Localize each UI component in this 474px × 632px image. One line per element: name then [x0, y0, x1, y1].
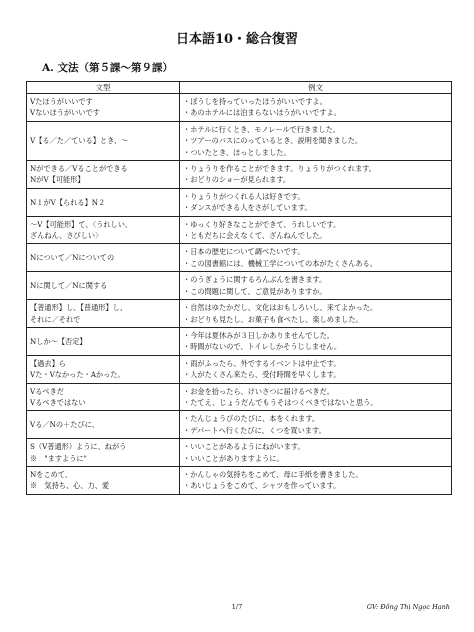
pattern-line: Vた・Vなかった・Aかった。 [30, 370, 125, 380]
pattern-cell [27, 188, 180, 216]
example-sentence: ・ いいことがあるようにねがいます。 [183, 441, 448, 452]
pattern-cell [27, 327, 180, 355]
examples-cell [180, 411, 452, 439]
column-header-pattern: 文型 [27, 82, 180, 94]
section-heading: A. 文法（第５課〜第９課） [42, 62, 173, 74]
examples-cell [180, 300, 452, 328]
pattern-line: Nをこめて、 [30, 469, 73, 479]
example-sentence: ・ いいことがありますように。 [183, 453, 448, 464]
examples-cell [180, 383, 452, 411]
table-row [27, 272, 452, 300]
pattern-line: S（V普通形）ように、ねがう [30, 442, 127, 452]
examples-cell [180, 188, 452, 216]
pattern-line: N１がV【られる】N２ [30, 197, 106, 207]
examples-cell [180, 327, 452, 355]
pattern-line: Vる／Nの＋たびに、 [30, 420, 99, 430]
examples-cell [180, 161, 452, 189]
table-row [27, 355, 452, 383]
pattern-cell [27, 383, 180, 411]
pattern-line: Nができる／Vることができる [30, 164, 128, 174]
example-sentence: ・ あのホテルには泊まらないほうがいいですよ。 [183, 107, 448, 118]
example-sentence: ・ 人がたくさん来たら、受付時間を早くします。 [183, 369, 448, 380]
examples-cell [180, 466, 452, 494]
pattern-line: Vるべきではない [30, 397, 86, 407]
pattern-line: Vるべきだ [30, 386, 64, 396]
example-sentence: ・ たんじょうびのたびに、本をくれます。 [183, 413, 448, 424]
table-row [27, 94, 452, 122]
table-row [27, 216, 452, 244]
example-sentence: ・ 日本の歴史について調べたいです。 [183, 246, 448, 257]
page-title: 日本語10・総合復習 [175, 32, 299, 47]
table-row [27, 300, 452, 328]
pattern-line: ざんねん、さびしい〉 [30, 231, 103, 241]
page-number: 1/7 [231, 603, 243, 611]
table-row [27, 188, 452, 216]
example-sentence: ・ あいじょうをこめて、シャツを作っています。 [183, 480, 448, 491]
pattern-line: 〜V【可能形】て、〈うれしい、 [30, 219, 133, 229]
examples-cell [180, 439, 452, 467]
table-row [27, 411, 452, 439]
table-row [27, 466, 452, 494]
example-sentence: ・ デパートへ行くたびに、くつを買います。 [183, 425, 448, 436]
pattern-cell [27, 121, 180, 160]
pattern-line: 【普通形】し、【普通形】し、 [30, 303, 128, 313]
pattern-line: Nについて／Nについての [30, 253, 115, 263]
pattern-cell [27, 300, 180, 328]
pattern-cell [27, 272, 180, 300]
example-sentence: ・ ぼうしを持っていったほうがいいですよ。 [183, 96, 448, 107]
example-sentence: ・ のうぎょうに関するろんぶんを書きます。 [183, 274, 448, 285]
pattern-cell [27, 355, 180, 383]
pattern-line: Vたほうがいいです [30, 97, 93, 106]
examples-cell [180, 121, 452, 160]
pattern-line: それに／それで [30, 314, 81, 324]
examples-cell [180, 244, 452, 272]
table-row [27, 327, 452, 355]
pattern-line: ※ 気持ち、心、力、愛 [30, 481, 110, 491]
table-row [27, 121, 452, 160]
examples-cell [180, 272, 452, 300]
example-sentence: ・ ともだちに会えなくて、ざんねんでした。 [183, 230, 448, 241]
table-row [27, 439, 452, 467]
pattern-line: Nに関して／Nに関する [30, 280, 108, 290]
example-sentence: ・ おどりも見たし、お菓子も食べたし、楽しめました。 [183, 314, 448, 325]
pattern-cell [27, 439, 180, 467]
examples-cell [180, 94, 452, 122]
example-sentence: ・ ダンスができる人をさがしています。 [183, 202, 448, 213]
pattern-cell [27, 94, 180, 122]
example-sentence: ・ ゆっくり好きなことができて、うれしいです。 [183, 219, 448, 230]
pattern-cell [27, 411, 180, 439]
examples-cell [180, 355, 452, 383]
pattern-line: Nしか〜【否定】 [30, 336, 87, 346]
pattern-line: 【過去】ら [30, 358, 66, 368]
example-sentence: ・ 雨がふったら、外でするイベントは中止です。 [183, 358, 448, 369]
example-sentence: ・ りょうりがつくれる人は好きです。 [183, 191, 448, 202]
table-row [27, 383, 452, 411]
example-sentence: ・ かんしゃの気持ちをこめて、母に手紙を書きました。 [183, 469, 448, 480]
example-sentence: ・ ついたとき、ほっとしました。 [183, 147, 448, 158]
example-sentence: ・ この図書館には、機械工学についての本がたくさんある。 [183, 258, 448, 269]
example-sentence: ・ ホテルに行くとき、モノレールで行きました。 [183, 124, 448, 135]
pattern-cell [27, 466, 180, 494]
example-sentence: ・ 自然はゆたかだし、文化はおもしろいし、来てよかった。 [183, 302, 448, 313]
example-sentence: ・ おどりのショーが見られます。 [183, 174, 448, 185]
pattern-cell [27, 161, 180, 189]
pattern-line: V【る／た／ている】とき、〜 [30, 136, 129, 146]
pattern-cell [27, 244, 180, 272]
grammar-table-body [27, 94, 452, 495]
example-sentence: ・ この問題に関して、ご意見がありますか。 [183, 286, 448, 297]
example-sentence: ・ たてえ、じょうだんでもうそはつくべきではないと思う。 [183, 397, 448, 408]
pattern-line: ※ "ますように" [30, 453, 87, 463]
table-row [27, 161, 452, 189]
grammar-table [26, 81, 452, 495]
example-sentence: ・ お金を拾ったら、けいさつに届けるべきだ。 [183, 386, 448, 397]
example-sentence: ・ 時間がないので、トイレしかそうじしません。 [183, 341, 448, 352]
column-header-examples: 例文 [180, 82, 452, 94]
pattern-cell [27, 216, 180, 244]
example-sentence: ・ ツアーのバスにのっているとき、説明を聞きました。 [183, 135, 448, 146]
pattern-line: NがV【可能形】 [30, 175, 85, 185]
table-row [27, 244, 452, 272]
author-credit: GV: Đồng Thị Ngọc Hạnh [366, 603, 450, 611]
examples-cell [180, 216, 452, 244]
example-sentence: ・ りょうりを作ることができます。りょうりがつくれます。 [183, 163, 448, 174]
example-sentence: ・ 今年は夏休みが３日しかありませんでした。 [183, 330, 448, 341]
pattern-line: Vないほうがいいです [30, 108, 100, 118]
table-header-row [27, 82, 452, 94]
